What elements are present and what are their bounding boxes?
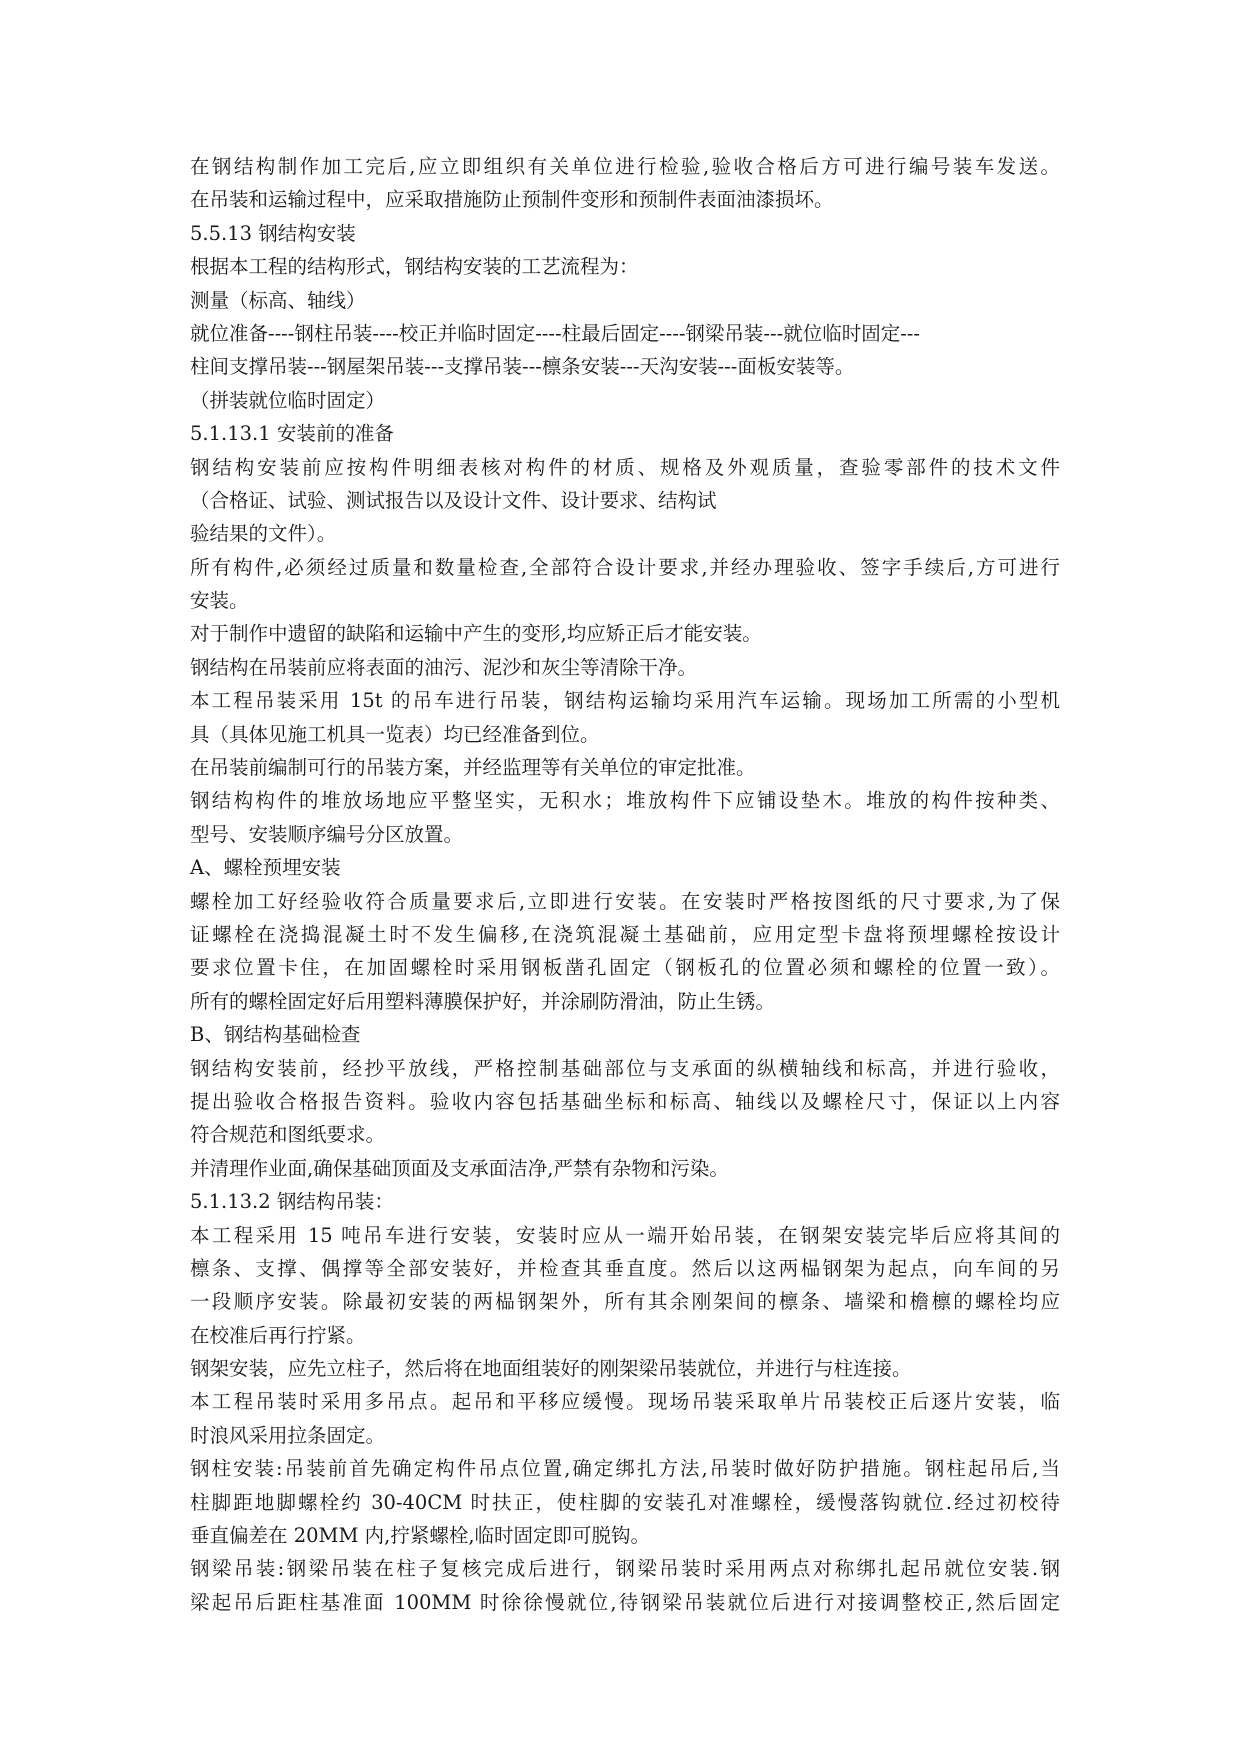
document-body	[190, 150, 1060, 1619]
text-line: 时浪风采用拉条固定。	[190, 1423, 386, 1447]
text-line: 钢结构安装前应按构件明细表核对构件的材质、规格及外观质量，查验零部件的技术文件	[190, 455, 1060, 479]
text-line: 并清理作业面,确保基础顶面及支承面洁净,严禁有杂物和污染。	[190, 1156, 729, 1180]
text-line: 对于制作中遗留的缺陷和运输中产生的变形,均应矫正后才能安装。	[190, 622, 762, 646]
text-line: 钢柱安装:吊装前首先确定构件吊点位置,确定绑扎方法,吊装时做好防护措施。钢柱起吊后,当	[190, 1457, 1060, 1481]
text-line: 梁起吊后距柱基准面 100MM 时徐徐慢就位,待钢梁吊装就位后进行对接调整校正,然后固定	[190, 1590, 1060, 1614]
text-line: 本工程采用 15 吨吊车进行安装，安装时应从一端开始吊装，在钢架安装完毕后应将其间的	[190, 1223, 1060, 1247]
text-line: 符合规范和图纸要求。	[190, 1123, 386, 1147]
text-line: 型号、安装顺序编号分区放置。	[190, 822, 464, 846]
text-line: 垂直偏差在 20MM 内,拧紧螺栓,临时固定即可脱钩。	[190, 1524, 651, 1548]
text-line: 在钢结构制作加工完后,应立即组织有关单位进行检验,验收合格后方可进行编号装车发送。	[190, 155, 1060, 178]
text-line: 具（具体见施工机具一览表）均已经准备到位。	[190, 722, 600, 746]
text-line: 钢结构安装前，经抄平放线，严格控制基础部位与支承面的纵横轴线和标高，并进行验收，	[190, 1056, 1060, 1080]
text-line: 钢梁吊装:钢梁吊装在柱子复核完成后进行，钢梁吊装时采用两点对称绑扎起吊就位安装.钢	[190, 1557, 1060, 1581]
text-line: 柱间支撑吊装---钢屋架吊装---支撑吊装---檩条安装---天沟安装---面板安装等。	[190, 355, 855, 379]
text-line: A、螺栓预埋安装	[190, 856, 341, 880]
text-line: 在校准后再行拧紧。	[190, 1323, 366, 1347]
text-line: 一段顺序安装。除最初安装的两榀钢架外，所有其余刚架间的檩条、墙梁和檐檩的螺栓均应	[190, 1290, 1060, 1314]
text-line: 验结果的文件）。	[190, 522, 337, 546]
text-line: （拼装就位临时固定）	[190, 388, 386, 412]
text-line: 钢结构在吊装前应将表面的油污、泥沙和灰尘等清除干净。	[190, 655, 698, 679]
text-line: 测量（标高、轴线）	[190, 288, 366, 312]
text-line: 本工程吊装时采用多吊点。起吊和平移应缓慢。现场吊装采取单片吊装校正后逐片安装，临	[190, 1390, 1060, 1414]
text-line: 5.1.13.2 钢结构吊装：	[190, 1190, 394, 1214]
text-line: 提出验收合格报告资料。验收内容包括基础坐标和标高、轴线以及螺栓尺寸，保证以上内容	[190, 1089, 1060, 1113]
text-line: 在吊装和运输过程中，应采取措施防止预制件变形和预制件表面油漆损坏。	[190, 188, 834, 212]
text-line: B、钢结构基础检查	[190, 1023, 361, 1047]
text-line: 要求位置卡住，在加固螺栓时采用钢板凿孔固定（钢板孔的位置必须和螺栓的位置一致）。	[190, 956, 1060, 980]
text-line: 根据本工程的结构形式，钢结构安装的工艺流程为：	[190, 255, 639, 279]
text-line: 在吊装前编制可行的吊装方案，并经监理等有关单位的审定批准。	[190, 756, 756, 780]
text-line: 钢结构构件的堆放场地应平整坚实，无积水；堆放构件下应铺设垫木。堆放的构件按种类、	[190, 789, 1060, 813]
text-line: 5.1.13.1 安装前的准备	[190, 422, 394, 446]
text-line: （合格证、试验、测试报告以及设计文件、设计要求、结构试	[190, 488, 717, 512]
text-line: 钢架安装，应先立柱子，然后将在地面组装好的刚架梁吊装就位，并进行与柱连接。	[190, 1357, 912, 1381]
text-line: 5.5.13 钢结构安装	[190, 221, 356, 245]
text-line: 所有的螺栓固定好后用塑料薄膜保护好，并涂刷防滑油，防止生锈。	[190, 989, 776, 1013]
text-line: 檩条、支撑、偶撑等全部安装好，并检查其垂直度。然后以这两榀钢架为起点，向车间的另	[190, 1256, 1060, 1280]
text-line: 就位准备----钢柱吊装----校正并临时固定----柱最后固定----钢梁吊装---就位临时固定---	[190, 321, 920, 345]
text-line: 本工程吊装采用 15t 的吊车进行吊装，钢结构运输均采用汽车运输。现场加工所需的小型机	[190, 689, 1060, 713]
text-line: 所有构件,必须经过质量和数量检查,全部符合设计要求,并经办理验收、签字手续后,方可进行	[190, 555, 1060, 579]
text-line: 证螺栓在浇捣混凝土时不发生偏移,在浇筑混凝土基础前，应用定型卡盘将预埋螺栓按设计	[190, 922, 1060, 946]
text-line: 安装。	[190, 589, 249, 613]
text-line: 柱脚距地脚螺栓约 30-40CM 时扶正，使柱脚的安装孔对准螺栓，缓慢落钩就位.经过初校待	[190, 1490, 1060, 1514]
text-line: 螺栓加工好经验收符合质量要求后,立即进行安装。在安装时严格按图纸的尺寸要求,为了保	[190, 889, 1060, 913]
